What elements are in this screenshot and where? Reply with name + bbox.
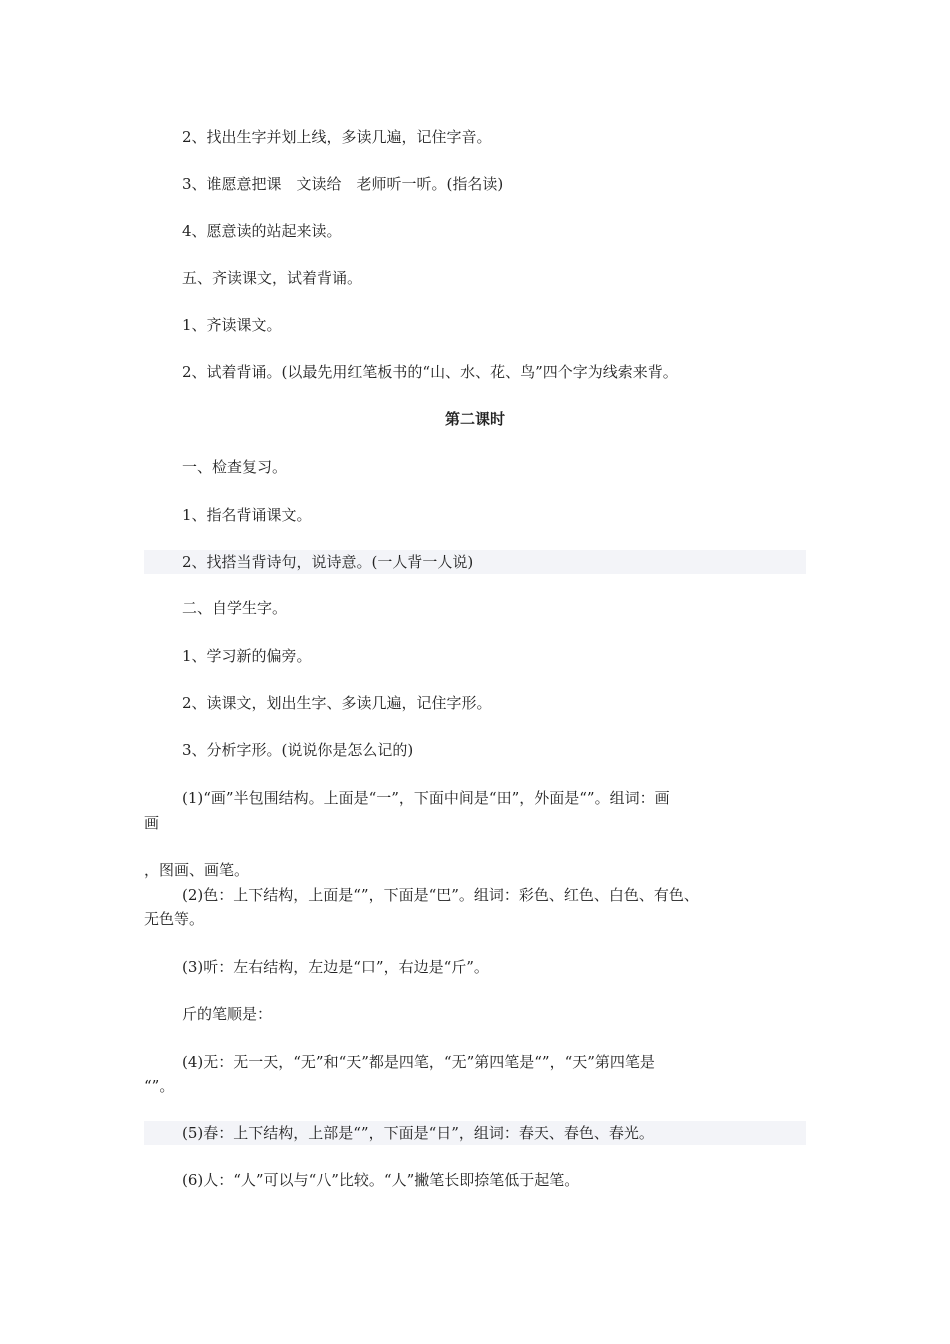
step-try-recite: 2、试着背诵。(以最先用红笔板书的“山、水、花、鸟”四个字为线索来背。 <box>182 363 678 381</box>
lesson-two-title: 第二课时 <box>444 410 505 428</box>
item-1-hua-line2: 画 <box>144 814 160 832</box>
item-4-wu-line2: “”。 <box>144 1077 175 1095</box>
item-1-hua-line1: (1)“画”半包围结构。上面是“一”，下面中间是“田”，外面是“”。组词：画 <box>182 789 670 807</box>
step-read-and-mark: 2、读课文，划出生字、多读几遍，记住字形。 <box>182 694 492 712</box>
step-recite-text: 1、指名背诵课文。 <box>182 506 312 524</box>
section-one-heading: 一、检查复习。 <box>182 458 288 476</box>
step-read-together: 1、齐读课文。 <box>182 316 282 334</box>
step-find-new-characters: 2、找出生字并划上线，多读几遍，记住字音。 <box>182 128 492 146</box>
section-five-heading: 五、齐读课文，试着背诵。 <box>182 269 363 287</box>
item-1-hua-line3: ，图画、画笔。 <box>144 861 250 879</box>
item-2-se-line2: 无色等。 <box>144 910 205 928</box>
step-read-to-teacher: 3、谁愿意把课 文读给 老师听一听。(指名读) <box>182 175 504 193</box>
item-2-se-line1: (2)色：上下结构，上面是“”，下面是“巴”。组词：彩色、红色、白色、有色、 <box>182 886 699 904</box>
section-two-heading: 二、自学生字。 <box>182 599 288 617</box>
item-5-chun: (5)春：上下结构，上部是“”，下面是“日”，组词：春天、春色、春光。 <box>144 1121 806 1145</box>
item-4-wu-line1: (4)无：无一天，“无”和“天”都是四笔，“无”第四笔是“”，“天”第四笔是 <box>182 1053 655 1071</box>
step-stand-and-read: 4、愿意读的站起来读。 <box>182 222 342 240</box>
item-6-ren: (6)人：“人”可以与“八”比较。“人”撇笔长即捺笔低于起笔。 <box>182 1171 580 1189</box>
step-partner-recite: 2、找搭当背诗句，说诗意。(一人背一人说) <box>144 550 806 574</box>
step-analyze-shapes: 3、分析字形。(说说你是怎么记的) <box>182 741 414 759</box>
item-3-ting: (3)听：左右结构，左边是“口”，右边是“斤”。 <box>182 958 489 976</box>
step-new-radicals: 1、学习新的偏旁。 <box>182 647 312 665</box>
item-jin-stroke-order: 斤的笔顺是： <box>182 1005 273 1023</box>
